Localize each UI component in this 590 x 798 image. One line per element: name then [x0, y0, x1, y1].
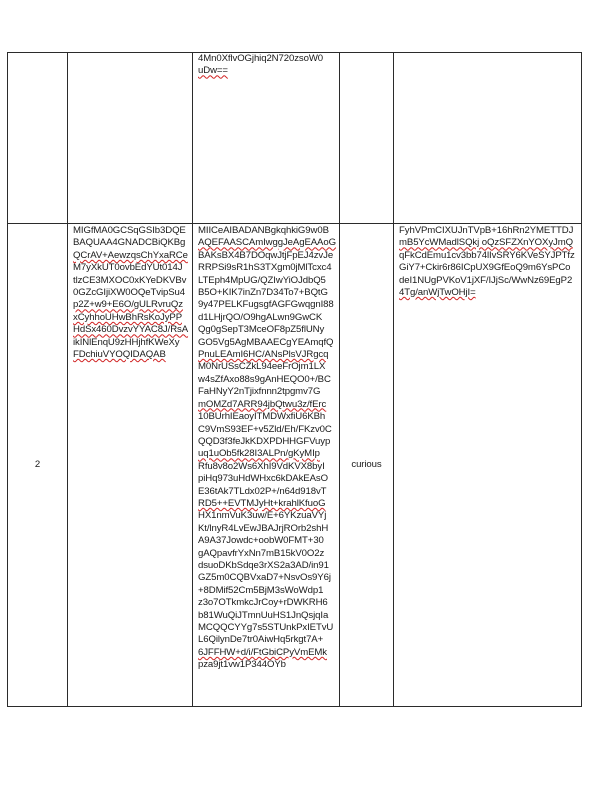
word-cell	[340, 224, 394, 707]
text-line: +8DMif52Cm5BjM3sWoWdp1	[198, 584, 324, 596]
text-line: 6JFFHW+d/i/FtGbiCPyVmEMk	[198, 646, 327, 658]
text-line: PnuLEAmI6HC/ANsPlsVJRgcq	[198, 349, 329, 361]
text-line: FaHNyY2nTjixfnnn2tpgmv7G	[198, 386, 321, 398]
top-row-key-text	[193, 53, 339, 78]
table-cell	[193, 53, 340, 224]
text-line: w4sZfAxo88s9gAnHEQO0+/BC	[198, 373, 331, 385]
text-line: 9y47PELKFugsgfAGFGwqgnI88	[198, 299, 334, 311]
table-cell	[340, 53, 394, 224]
text-line: MCQQCYYg7s5STUnkPxIETvU	[198, 622, 334, 633]
text-line: RD5++EVTMJyHt+krahlKfuoG	[198, 497, 326, 509]
table-cell	[394, 53, 582, 224]
text-line: E36tAk7TLdx02P+/n64d918vT	[198, 485, 327, 497]
text-line: d1LHjrQO/O9hgALwn9GwCK	[198, 311, 323, 323]
encrypted-value-text	[394, 224, 581, 299]
text-line: A9A37Jowdc+oobW0FMT+30	[198, 535, 324, 547]
table-cell	[68, 53, 193, 224]
text-line: BAKsBX4B7DOqwJtjFpEJ4zvJe	[198, 249, 334, 261]
text-line: LTEph4MpUG/QZIwYiOJdbQ5	[198, 274, 326, 286]
text-line: BAQUAA4GNADCBiQKBg	[73, 237, 186, 249]
data-table	[7, 52, 582, 707]
text-line: GO5Vg5AgMBAAECgYEAmqfQ	[198, 336, 334, 348]
text-line: C9VmS93EF+v5Zld/Eh/FKzv0C	[198, 423, 332, 435]
text-line: tlzCE3MXOC0xKYeDKVBv	[73, 274, 187, 286]
text-line: 0GZcGIjiXW0OQeTvipSu4	[73, 287, 185, 299]
text-line: 4Mn0XflvOGjhiq2N720zsoW0	[198, 53, 324, 64]
text-line: B5O+KIK7inZn7D34To7+BQtG	[198, 287, 328, 299]
text-line: Qg0gSepT3MceOF8pZ5flUNy	[198, 324, 325, 336]
text-line: pza9jt1vw1P344OYb	[198, 659, 286, 671]
text-line: MIGfMA0GCSqGSIb3DQE	[73, 225, 186, 236]
text-line: M7yXkUT0ovbEdYUt014J	[73, 262, 183, 274]
encrypted-value-cell	[394, 224, 582, 707]
row-number: 2	[34, 458, 41, 470]
text-line: Kt/lnyR4LvEwJBAJrjROrb2shH	[198, 522, 329, 534]
text-line: 4Tg/anWjTwOHjI=	[399, 287, 476, 299]
text-line: M0NrUSsCZkL94eeFrOjm1LX	[198, 361, 326, 373]
table-row	[8, 224, 582, 707]
table-cell	[8, 53, 68, 224]
table-row	[8, 53, 582, 224]
text-line: b81WuQiJTmnUuHS1JnQsjqIa	[198, 609, 329, 621]
text-line: L6QilynDe7tr0AiwHq5rkgt7A+	[198, 634, 324, 646]
text-line: piHq973uHdWHxc6kDAkEAsO	[198, 473, 328, 485]
text-line: uq1uOb5fk28I3ALPn/gKyMIp	[198, 448, 320, 460]
word-value: curious	[351, 458, 382, 470]
text-line: deI1NUgPVKoV1jXF/IJjSc/WwNz69EgP2	[399, 274, 573, 286]
text-line: gAQpavfrYxNn7mB15kV0O2z	[198, 547, 325, 559]
text-line: p2Z+w9+E6O/gULRvruQz	[73, 299, 183, 311]
text-line: RRPSi9sR1hS3TXgm0jMlTcxc4	[198, 262, 332, 274]
text-line: AQEFAASCAmIwggJeAgEAAoG	[198, 237, 336, 249]
text-line: ikINlEnqU9zHHjhfKWeXy	[73, 336, 180, 348]
text-line: GZ5m0CQBVxaD7+NsvOs9Y6j	[198, 572, 331, 584]
text-line: mOMZd7ARR94jbQtwu3z/fErc	[198, 398, 327, 410]
text-line: z3o7OTkmkcJrCoy+rDWKRH6	[198, 597, 328, 609]
public-key-cell	[68, 224, 193, 707]
public-key-text	[68, 224, 192, 361]
text-line: 10BUrhIEaoyITMDWxfiU6KBh	[198, 411, 326, 423]
text-line: MIICeAIBADANBgkqhkiG9w0B	[198, 225, 329, 236]
row-number-cell	[8, 224, 68, 707]
text-line: xCyhhoUHwBhRsKoJyPP	[73, 311, 182, 323]
text-line: HX1nmVuK3uw/E+6YKzuaVYj	[198, 510, 327, 522]
private-key-text	[193, 224, 339, 672]
text-line: GiY7+Ckir6r86ICpUX9GfEoQ9m6YsPCo	[399, 262, 571, 274]
private-key-cell	[193, 224, 340, 707]
text-line: mB5YcWMadlSQkj oQzSFZXnYOXyJmQ	[399, 237, 573, 249]
text-line: uDw==	[198, 65, 228, 77]
text-line: FDchiuVYOQIDAQAB	[73, 349, 166, 361]
text-line: qFkCdEmu1cv3bb74lIvSRY6KVeSYJPTfz	[399, 249, 575, 261]
text-line: QCrAV+AewzqsChYxaRCe	[73, 249, 188, 261]
text-line: FyhVPmCIXUJnTVpB+16hRn2YMETTDJ	[399, 225, 574, 236]
text-line: Rfu8v8o2Ws6XhI9VdKVX8byI	[198, 460, 325, 472]
text-line: dsuoDKbSdqe3rXS2a3AD/in91	[198, 559, 329, 571]
text-line: HdSx460DvzvYYAC8J/RsA	[73, 324, 189, 336]
text-line: QQD3f3feJkKDXPDHHGFVuyp	[198, 435, 331, 447]
